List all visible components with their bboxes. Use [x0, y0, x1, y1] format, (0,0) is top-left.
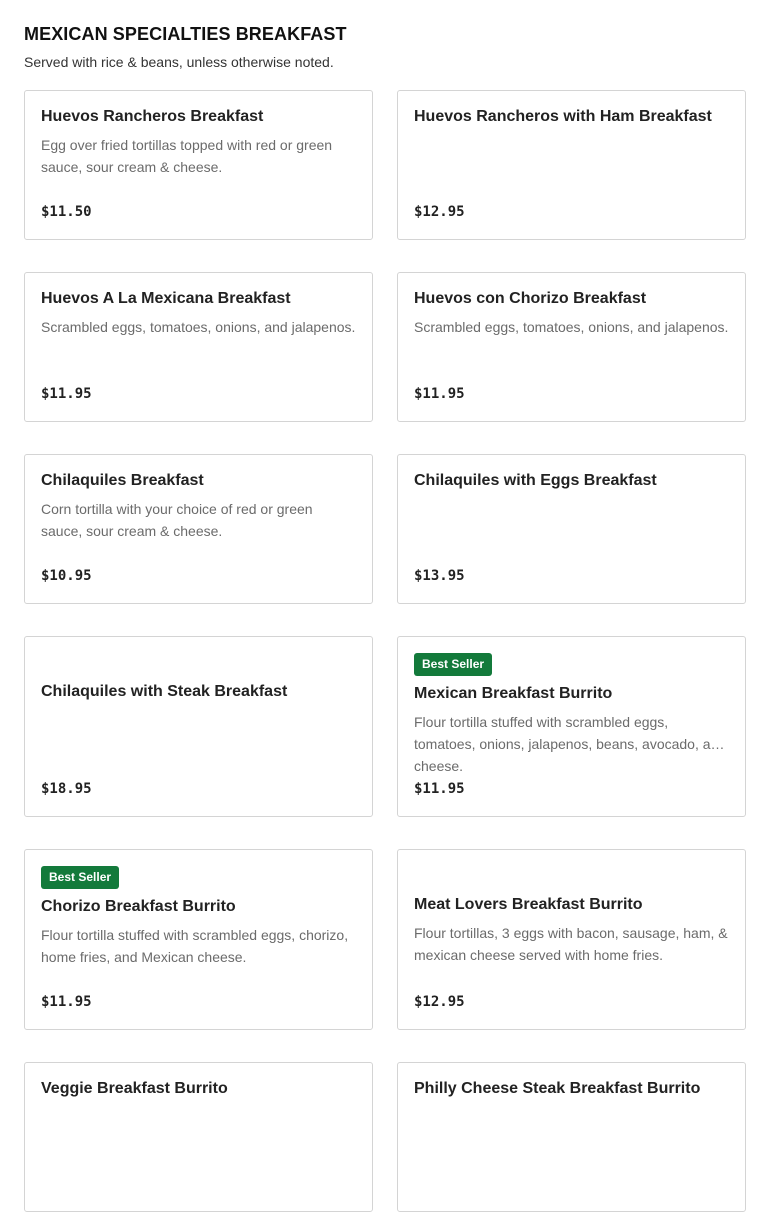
menu-item-name: Veggie Breakfast Burrito — [41, 1080, 228, 1097]
menu-item-card[interactable] — [397, 272, 746, 422]
menu-item-name: Huevos Rancheros Breakfast — [41, 108, 264, 125]
menu-item-price: $18.95 — [41, 781, 92, 797]
menu-item-card[interactable] — [24, 849, 373, 1030]
menu-item-price: $11.95 — [414, 386, 465, 402]
menu-item-card[interactable] — [24, 454, 373, 604]
menu-item-name: Chilaquiles with Steak Breakfast — [41, 682, 288, 700]
menu-item-name: Huevos con Chorizo Breakfast — [414, 290, 647, 307]
menu-item-price: $10.95 — [41, 568, 92, 584]
menu-item-name: Mexican Breakfast Burrito — [414, 685, 613, 702]
menu-item-name: Meat Lovers Breakfast Burrito — [414, 895, 643, 913]
menu-item-price: $12.95 — [414, 204, 465, 220]
menu-item-description: Egg over fried tortillas topped with red or green sauce, sour cream & cheese. — [41, 137, 333, 175]
menu-item-price: $11.95 — [41, 994, 92, 1010]
menu-item-price: $13.95 — [414, 568, 465, 584]
menu-item-name: Chilaquiles with Eggs Breakfast — [414, 472, 657, 489]
menu-item-description: Corn tortilla with your choice of red or green sauce, sour cream & cheese. — [41, 501, 313, 539]
menu-item-name: Chorizo Breakfast Burrito — [41, 898, 236, 915]
menu-item-card[interactable] — [397, 636, 746, 817]
menu-item-price: $11.95 — [41, 386, 92, 402]
menu-item-price: $11.50 — [41, 204, 92, 220]
menu-item-name: Huevos A La Mexicana Breakfast — [41, 290, 291, 307]
menu-item-card[interactable] — [397, 454, 746, 604]
section-subtitle: Served with rice & beans, unless otherwise noted. — [24, 54, 334, 70]
menu-item-card[interactable] — [24, 90, 373, 240]
menu-item-card[interactable] — [24, 1062, 373, 1212]
best-seller-badge: Best Seller — [414, 653, 492, 676]
menu-item-card[interactable] — [397, 90, 746, 240]
menu-item-name: Philly Cheese Steak Breakfast Burrito — [414, 1080, 701, 1097]
menu-item-card[interactable] — [397, 1062, 746, 1212]
menu-item-card[interactable] — [24, 272, 373, 422]
menu-item-description: Flour tortilla stuffed with scrambled eggs, tomatoes, onions, jalapenos, beans, avocado, and cheese. — [414, 714, 727, 774]
menu-item-name: Chilaquiles Breakfast — [41, 472, 204, 489]
menu-item-price: $12.95 — [414, 994, 465, 1010]
menu-item-card[interactable] — [24, 636, 373, 817]
best-seller-badge: Best Seller — [41, 866, 119, 889]
menu-item-description: Flour tortilla stuffed with scrambled eggs, chorizo, home fries, and Mexican cheese. — [41, 927, 349, 965]
menu-item-card[interactable] — [397, 849, 746, 1030]
menu-item-price: $11.95 — [414, 781, 465, 797]
section-title: MEXICAN SPECIALTIES BREAKFAST — [24, 24, 347, 44]
menu-item-name: Huevos Rancheros with Ham Breakfast — [414, 108, 712, 125]
menu-item-description: Scrambled eggs, tomatoes, onions, and jalapenos. — [414, 319, 729, 335]
menu-item-description: Scrambled eggs, tomatoes, onions, and jalapenos. — [41, 319, 356, 335]
menu-item-description: Flour tortillas, 3 eggs with bacon, sausage, ham, & mexican cheese served with home fries. — [414, 924, 728, 963]
